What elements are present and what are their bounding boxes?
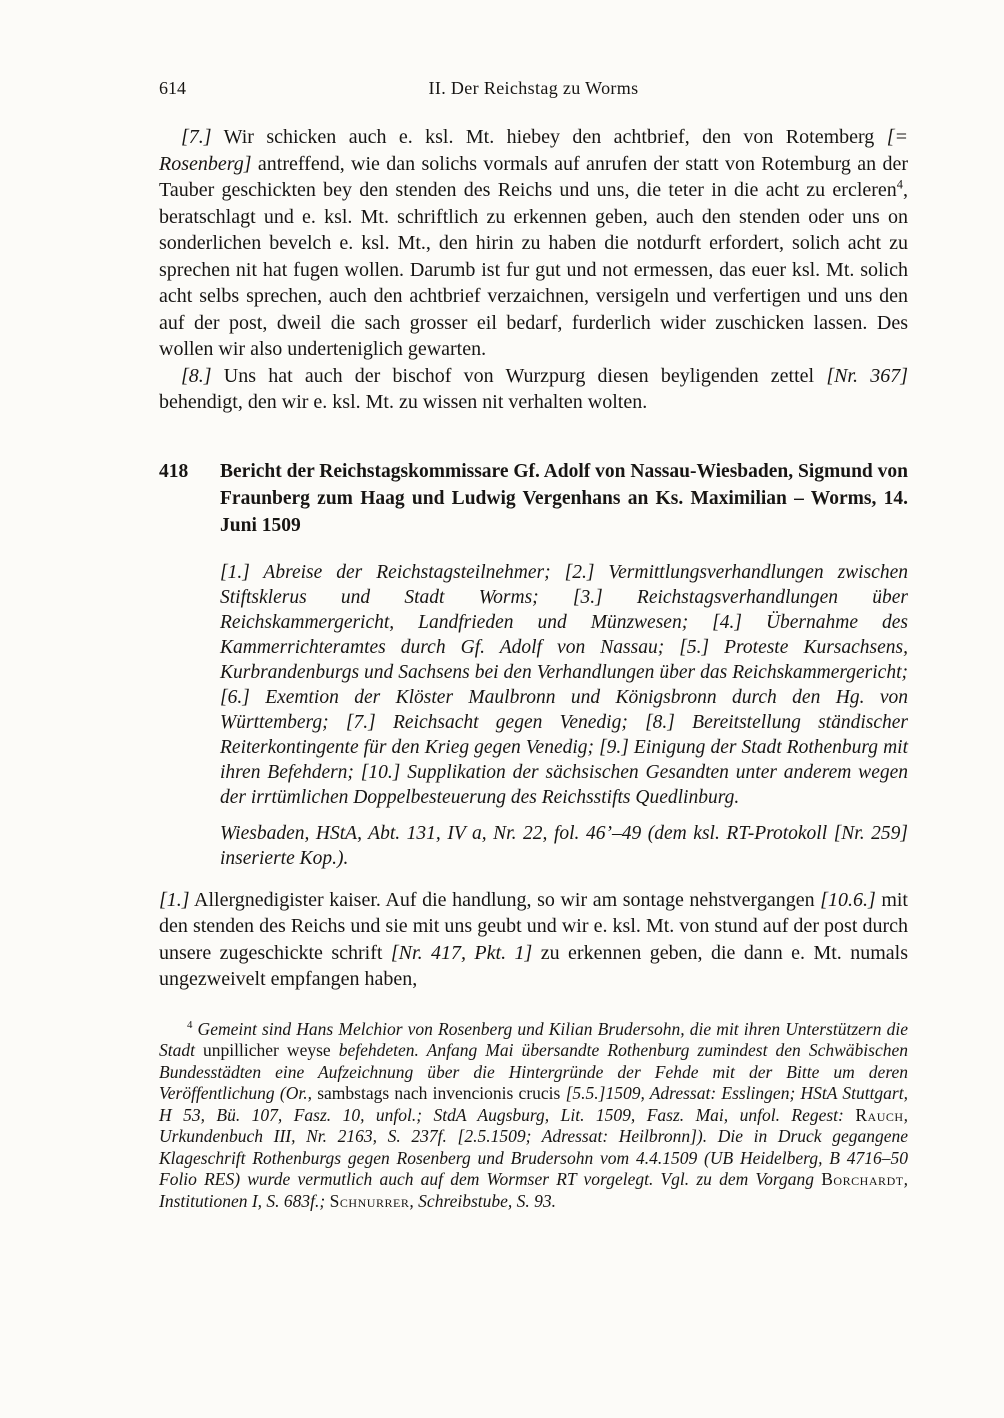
- entry-418: [159, 458, 908, 993]
- page-header: [159, 76, 908, 100]
- entry-number: 418: [159, 460, 189, 482]
- entry-text-paragraph: [1.] Allergnedigister kaiser. Auf die handlung, so wir am sontage nehstvergangen [10.6.] mit den stenden des Reichs und sie mit uns geubt und wir e. ksl. Mt. von stund auf der post durch unsere zugeschickte schrift [Nr. 417, Pkt. 1] zu erkennen geben, die dann e. Mt. numals ungezweivelt empfangen haben,: [159, 888, 908, 990]
- entry-title: Bericht der Reichstagskommissare Gf. Adolf von Nassau-Wiesbaden, Sigmund von Fraunberg zum Haag und Ludwig Vergenhans an Ks. Maximilian – Worms, 14. Juni 1509: [220, 460, 908, 536]
- entry-summary: [1.] Abreise der Reichstagsteilnehmer; [2.] Vermittlungsverhandlungen zwischen Stiftsklerus und Stadt Worms; [3.] Reichstagsverhandlungen über Reichskammergericht, Landfrieden und Münzwesen; [4.] Übernahme des Kammerrichteramtes durch Gf. Adolf von Nassau; [5.] Proteste Kursachsens, Kurbrandenburgs und Sachsens bei den Verhandlungen über das Reichskammergericht; [6.] Exemtion der Klöster Maulbronn und Königsbronn durch den Hg. von Württemberg; [7.] Reichsacht gegen Venedig; [8.] Bereitstellung ständischer Reiterkontingente für den Krieg gegen Venedig; [9.] Einigung der Stadt Rothenburg mit ihren Befehdern; [10.] Supplikation der sächsischen Gesandten unter anderem wegen der irrtümlichen Doppelbesteuerung des Reichsstifts Quedlinburg.: [220, 561, 908, 808]
- entry-source-note: Wiesbaden, HStA, Abt. 131, IV a, Nr. 22, fol. 46’–49 (dem ksl. RT-Protokoll [Nr. 259] inserierte Kop.).: [220, 822, 908, 869]
- page-content: [159, 124, 908, 1212]
- entry-heading: [159, 458, 908, 539]
- paragraph-7: [7.] Wir schicken auch e. ksl. Mt. hiebey den achtbrief, den von Rotemberg [= Rosenberg] antreffend, wie dan solichs vormals auf anrufen der statt von Rotemburg an der Tauber geschickten bey den stenden des Reichs und uns, die teter in die acht zu ercleren$^4$, beratschlagt und e. ksl. Mt. schriftlich zu erkennen geben, auch den stenden oder uns on sonderlichen bevelch e. ksl. Mt., den hirin zu haben die notdurft erfordert, solich acht zu sprechen nit hat fugen wollen. Darumb ist fur gut und not ermessen, das euer ksl. Mt. solich acht selbs sprechen, auch den achtbrief verzaichnen, versigeln und verfertigen und uns den auf der post, dweil die sach grosser eil bedarf, furderlich wider zuschicken lassen. Des wollen wir also underteniglich gewarten.: [159, 126, 908, 360]
- paragraph-8: [8.] Uns hat auch der bischof von Wurzpurg diesen beyligenden zettel [Nr. 367] behendigt, den wir e. ksl. Mt. zu wissen nit verhalten wolten.: [159, 364, 908, 413]
- footnote-section: [159, 1019, 908, 1213]
- running-title: II. Der Reichstag zu Worms: [428, 78, 639, 98]
- page-number: 614: [159, 78, 186, 98]
- footnote-4: $^4$ Gemeint sind Hans Melchior von Rosenberg und Kilian Brudersohn, die mit ihren Unterstützern die Stadt unpillicher weyse befehdeten. Anfang Mai übersandte Rothenburg zumindest den Schwäbischen Bundesstädten eine Aufzeichnung über die Hintergründe der Fehde mit der Bitte um deren Veröffentlichung (Or., sambstags nach invencionis crucis [5.5.]1509, Adressat: Esslingen; HStA Stuttgart, H 53, Bü. 107, Fasz. 10, unfol.; StdA Augsburg, Lit. 1509, Fasz. Mai, unfol. Regest: Rauch, Urkundenbuch III, Nr. 2163, S. 237f. [2.5.1509; Adressat: Heilbronn]). Die in Druck gegangene Klageschrift Rothenburgs gegen Rosenberg und Brudersohn vom 4.4.1509 (UB Heidelberg, B 4716–50 Folio RES) wurde vermutlich auch auf dem Wormser RT vorgelegt. Vgl. zu dem Vorgang Borchardt, Institutionen I, S. 683f.; Schnurrer, Schreibstube, S. 93.: [159, 1018, 908, 1211]
